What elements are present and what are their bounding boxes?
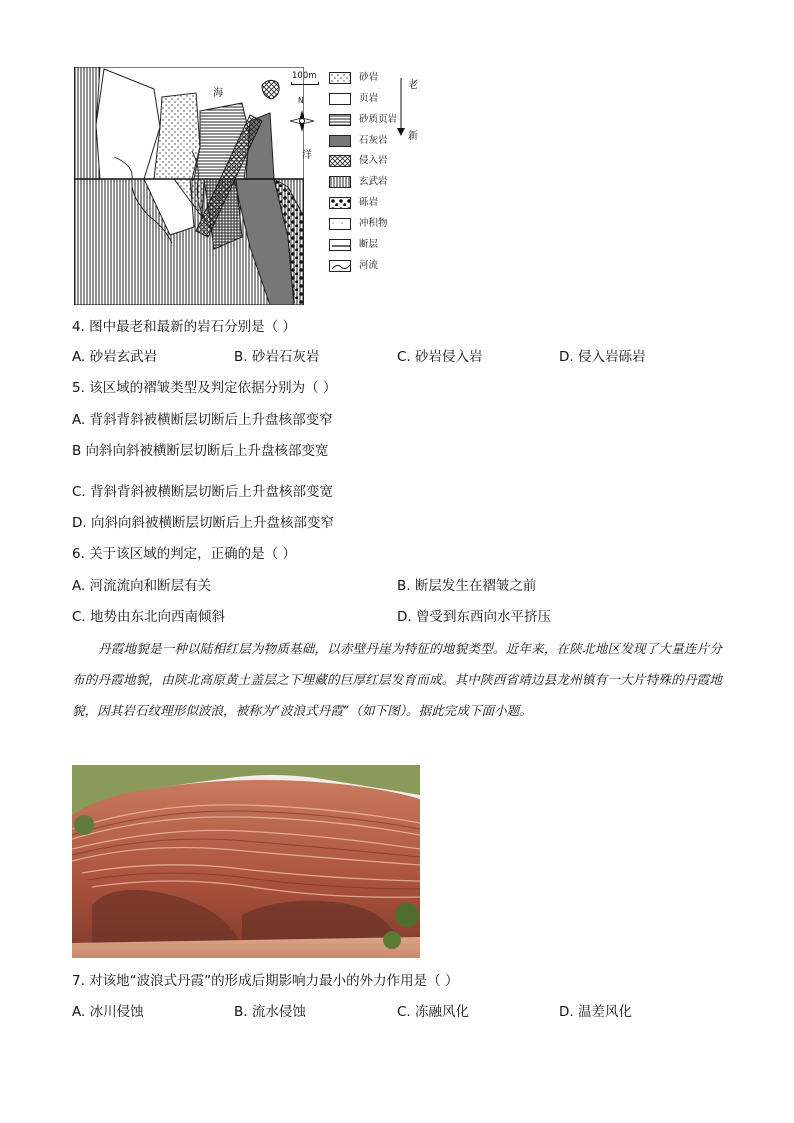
reading-passage: 丹霞地貌是一种以陆相红层为物质基础，以赤壁丹崖为特征的地貌类型。近年来，在陕北地区发现了大量连片分布的丹霞地貌，由陕北高原黄土盖层之下埋藏的巨厚红层发育而成。其中陕西省靖边县龙州镇有一大片特殊的丹霞地貌，因其岩石纹理形似波浪，被称为“波浪式丹霞”（如下图）。据此完成下面小题。 bbox=[72, 641, 722, 718]
q4-option-c[interactable]: C. 砂岩侵入岩 bbox=[397, 349, 483, 365]
ocean-label: 洋 bbox=[302, 150, 312, 161]
q4-option-a[interactable]: A. 砂岩玄武岩 bbox=[72, 349, 158, 365]
q6-option-a[interactable]: A. 河流流向和断层有关 bbox=[72, 578, 212, 594]
river-swatch bbox=[329, 260, 351, 272]
q7-option-d[interactable]: D. 温差风化 bbox=[559, 1004, 632, 1020]
question-7-stem: 7. 对该地“波浪式丹霞”的形成后期影响力最小的外力作用是（ ） bbox=[72, 973, 459, 989]
limestone-swatch bbox=[329, 135, 351, 147]
sandy-shale-swatch bbox=[329, 114, 351, 126]
basalt-swatch bbox=[329, 176, 351, 188]
wave-danxia-photo bbox=[72, 765, 420, 958]
intrusive-rock-swatch bbox=[329, 155, 351, 167]
shale-swatch bbox=[329, 93, 351, 105]
q5-option-c[interactable]: C. 背斜背斜被横断层切断后上升盘核部变宽 bbox=[72, 484, 334, 500]
fault-swatch bbox=[329, 239, 351, 251]
q7-option-c[interactable]: C. 冻融风化 bbox=[397, 1004, 470, 1020]
q7-option-a[interactable]: A. 冰川侵蚀 bbox=[72, 1004, 144, 1020]
q4-option-d[interactable]: D. 侵入岩砾岩 bbox=[559, 349, 646, 365]
sea-label: 海 bbox=[213, 88, 223, 99]
q5-option-a[interactable]: A. 背斜背斜被横断层切断后上升盘核部变窄 bbox=[72, 412, 333, 428]
compass-rose-icon bbox=[288, 104, 316, 140]
q6-option-b[interactable]: B. 断层发生在褶皱之前 bbox=[397, 578, 537, 594]
q5-option-b[interactable]: B 向斜向斜被横断层切断后上升盘核部变宽 bbox=[72, 443, 329, 459]
q6-option-d[interactable]: D. 曾受到东西向水平挤压 bbox=[397, 609, 551, 625]
q5-option-d[interactable]: D. 向斜向斜被横断层切断后上升盘核部变窄 bbox=[72, 515, 334, 531]
age-new-label: 新 bbox=[408, 131, 418, 142]
question-5-stem: 5. 该区域的褶皱类型及判定依据分别为（ ） bbox=[72, 380, 337, 396]
q6-option-c[interactable]: C. 地势由东北向西南倾斜 bbox=[72, 609, 226, 625]
north-label: N bbox=[298, 96, 304, 105]
q7-option-b[interactable]: B. 流水侵蚀 bbox=[234, 1004, 306, 1020]
conglomerate-swatch bbox=[329, 197, 351, 209]
q4-option-b[interactable]: B. 砂岩石灰岩 bbox=[234, 349, 320, 365]
scale-label: 100m bbox=[292, 71, 317, 81]
age-arrow-icon bbox=[396, 76, 406, 138]
scale-bar bbox=[291, 72, 321, 86]
question-6-stem: 6. 关于该区域的判定，正确的是（ ） bbox=[72, 546, 296, 562]
sandstone-swatch bbox=[329, 72, 351, 84]
alluvium-swatch bbox=[329, 218, 351, 230]
question-4-stem: 4. 图中最老和最新的岩石分别是（ ） bbox=[72, 319, 296, 335]
age-old-label: 老 bbox=[408, 80, 418, 91]
geologic-map bbox=[74, 67, 304, 305]
